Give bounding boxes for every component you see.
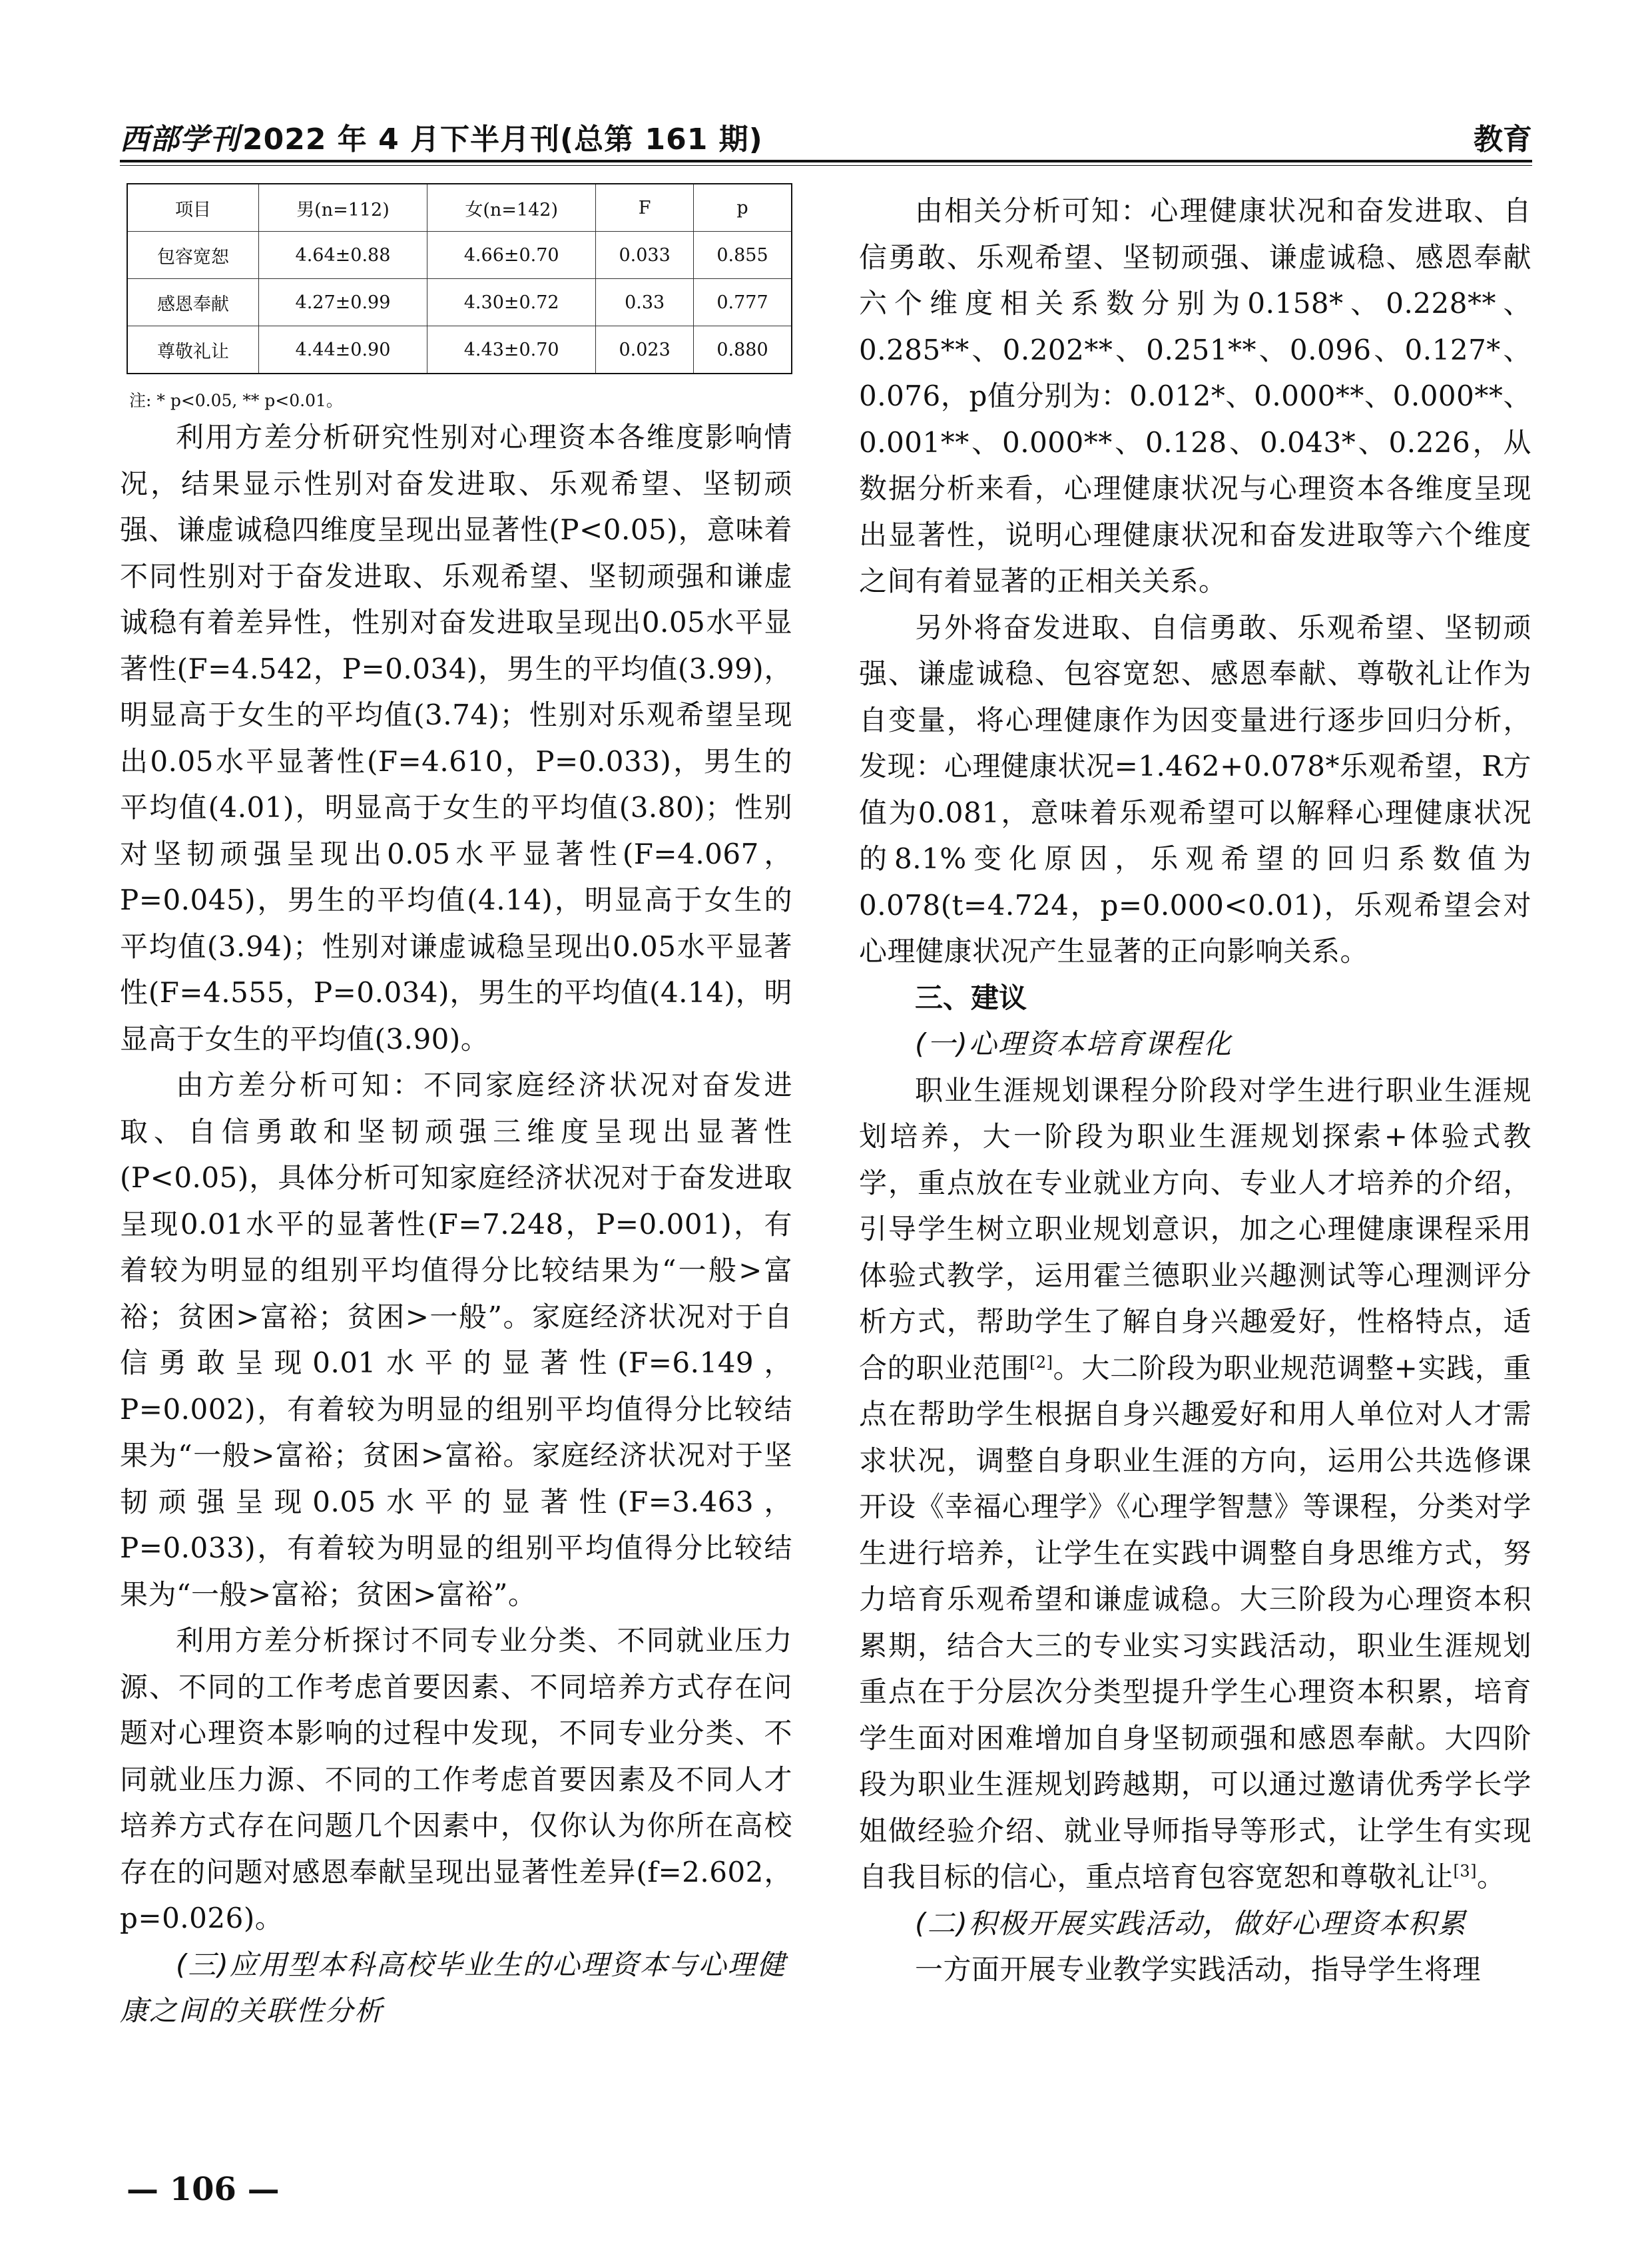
table-header-cell: 男(n=112)	[258, 184, 427, 232]
journal-issue	[120, 115, 763, 158]
subsection-heading-2: (二)积极开展实践活动，做好心理资本积累	[915, 1906, 1467, 1940]
header-rule	[120, 160, 1532, 162]
paragraph-gender-anova: 利用方差分析研究性别对心理资本各维度影响情况，结果显示性别对奋发进取、乐观希望、坚韧顽强、谦虚诚稳四维度呈现出显著性(P<0.05)，意味着不同性别对于奋发进取、乐观希望、坚韧顽强和谦虚诚稳有着差异性，性别对奋发进取呈现出0.05水平显著性(F=4.542，P=0.034)，男生的平均值(3.99)，明显高于女生的平均值(3.74)；性别对乐观希望呈现出0.05水平显著性(F=4.610，P=0.033)，男生的平均值(4.01)，明显高于女生的平均值(3.80)；性别对坚韧顽强呈现出0.05水平显著性(F=4.067，P=0.045)，男生的平均值(4.14)，明显高于女生的平均值(3.94)；性别对谦虚诚稳呈现出0.05水平显著性(F=4.555，P=0.034)，男生的平均值(4.14)，明显高于女生的平均值(3.90)。	[120, 421, 792, 1055]
gender-comparison-table	[127, 183, 792, 374]
paragraph-family-economy: 由方差分析可知：不同家庭经济状况对奋发进取、自信勇敢和坚韧顽强三维度呈现出显著性(P<0.05)，具体分析可知家庭经济状况对于奋发进取呈现0.01水平的显著性(F=7.248，P=0.001)，有着较为明显的组别平均值得分比较结果为“一般>富裕；贫困>富裕；贫困>一般”。家庭经济状况对于自信勇敢呈现0.01水平的显著性(F=6.149，P=0.002)，有着较为明显的组别平均值得分比较结果为“一般>富裕；贫困>富裕。家庭经济状况对于坚韧顽强呈现0.05水平的显著性(F=3.463，P=0.033)，有着较为明显的组别平均值得分比较结果为“一般>富裕；贫困>富裕”。	[120, 1069, 792, 1611]
subsection-heading-3: (三)应用型本科高校毕业生的心理资本与心理健康之间的关联性分析	[120, 1948, 786, 2027]
subsection-heading-1: (一)心理资本培育课程化	[915, 1027, 1233, 1060]
citation-3: [3]	[1453, 1862, 1478, 1880]
section-label: 教育	[1474, 123, 1532, 156]
table-cell: 包容宽恕	[127, 232, 258, 279]
paragraph-correlation: 由相关分析可知：心理健康状况和奋发进取、自信勇敢、乐观希望、坚韧顽强、谦虚诚稳、感恩奉献六个维度相关系数分别为0.158*、0.228**、0.285**、0.202**、0.251**、0.096、0.127*、0.076，p值分别为：0.012*、0.000**、0.000**、0.001**、0.000**、0.128、0.043*、0.226，从数据分析来看，心理健康状况与心理资本各维度呈现出显著性，说明心理健康状况和奋发进取等六个维度之间有着显著的正相关关系。	[859, 194, 1531, 597]
right-column	[859, 188, 1531, 1993]
left-column	[120, 183, 792, 2034]
table-cell: 4.66±0.70	[427, 232, 596, 279]
table-cell: 0.777	[693, 279, 792, 326]
table-cell: 0.855	[693, 232, 792, 279]
journal-logo: 西部学刊	[120, 123, 240, 156]
table-cell: 4.43±0.70	[427, 326, 596, 374]
table-row	[127, 232, 792, 279]
page-number: — 106 —	[127, 2171, 280, 2208]
table-header-cell: p	[693, 184, 792, 232]
citation-2: [2]	[1029, 1352, 1053, 1372]
table-cell: 4.27±0.99	[258, 279, 427, 326]
paragraph-career-course	[859, 1067, 1531, 1900]
table-row	[127, 326, 792, 374]
table-cell: 0.880	[693, 326, 792, 374]
table-header-cell: 项目	[127, 184, 258, 232]
text-span: 。大二阶段为职业规范调整+实践，重点在帮助学生根据自身兴趣爱好和用人单位对人才需求状况，调整自身职业生涯的方向，运用公共选修课开设《幸福心理学》《心理学智慧》等课程，分类对学生进行培养，让学生在实践中调整自身思维方式，努力培育乐观希望和谦虚诚稳。大三阶段为心理资本积累期，结合大三的专业实习实践活动，职业生涯规划重点在于分层次分类型提升学生心理资本积累，培育学生面对困难增加自身坚韧顽强和感恩奉献。大四阶段为职业生涯规划跨越期，可以通过邀请优秀学长学姐做经验介绍、就业导师指导等形式，让学生有实现自我目标的信心，重点培育包容宽恕和尊敬礼让	[859, 1351, 1531, 1893]
table-cell: 0.033	[596, 232, 694, 279]
header-rule-thin	[120, 165, 1532, 166]
running-header	[120, 110, 1532, 156]
table-header-cell: F	[596, 184, 694, 232]
table-cell: 0.33	[596, 279, 694, 326]
paragraph-regression: 另外将奋发进取、自信勇敢、乐观希望、坚韧顽强、谦虚诚稳、包容宽恕、感恩奉献、尊敬礼让作为自变量，将心理健康作为因变量进行逐步回归分析，发现：心理健康状况=1.462+0.078*乐观希望，R方值为0.081，意味着乐观希望可以解释心理健康状况的8.1%变化原因，乐观希望的回归系数值为0.078(t=4.724，p=0.000<0.01)，乐观希望会对心理健康状况产生显著的正向影响关系。	[859, 611, 1531, 968]
table-cell: 尊敬礼让	[127, 326, 258, 374]
table-header-cell: 女(n=142)	[427, 184, 596, 232]
table-cell: 4.30±0.72	[427, 279, 596, 326]
table-note: 注: * p<0.05, ** p<0.01。	[129, 391, 343, 410]
table-row	[127, 279, 792, 326]
table-cell: 4.44±0.90	[258, 326, 427, 374]
table-cell: 0.023	[596, 326, 694, 374]
text-span: 。	[1477, 1860, 1506, 1893]
text-span: 职业生涯规划课程分阶段对学生进行职业生涯规划培养，大一阶段为职业生涯规划探索+体验式教学，重点放在专业就业方向、专业人才培养的介绍，引导学生树立职业规划意识，加之心理健康课程采用体验式教学，运用霍兰德职业兴趣测试等心理测评分析方式，帮助学生了解自身兴趣爱好，性格特点，适合的职业范围	[859, 1073, 1531, 1384]
issue-info: 2022 年 4 月下半月刊(总第 161 期)	[242, 123, 763, 156]
paragraph-practice: 一方面开展专业教学实践活动，指导学生将理	[915, 1953, 1482, 1986]
paragraph-major-factors: 利用方差分析探讨不同专业分类、不同就业压力源、不同的工作考虑首要因素、不同培养方式存在问题对心理资本影响的过程中发现，不同专业分类、不同就业压力源、不同的工作考虑首要因素及不同人才培养方式存在问题几个因素中，仅你认为你所在高校存在的问题对感恩奉献呈现出显著性差异(f=2.602，p=0.026)。	[120, 1624, 792, 1934]
table-cell: 感恩奉献	[127, 279, 258, 326]
section-heading-suggestions: 三、建议	[915, 981, 1027, 1014]
table-header-row	[127, 184, 792, 232]
table-cell: 4.64±0.88	[258, 232, 427, 279]
